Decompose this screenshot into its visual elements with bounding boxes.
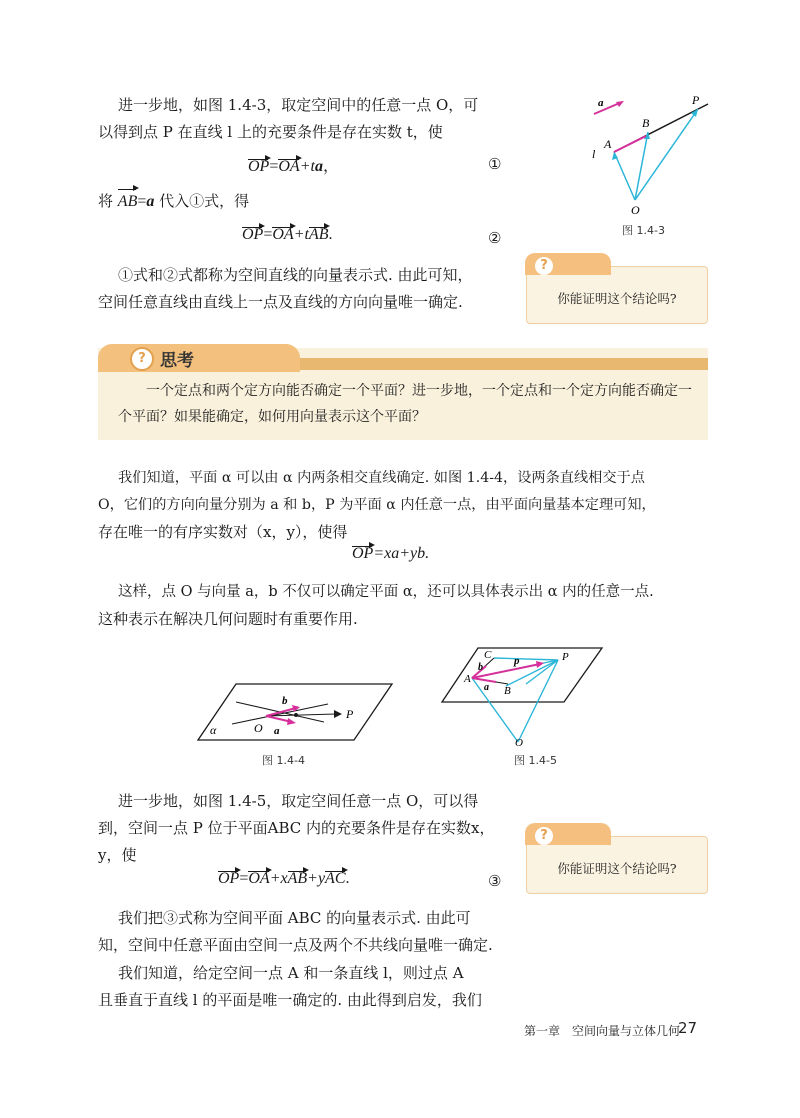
s2-line2: O，它们的方向向量分别为 a 和 b，P 为平面 α 内任意一点，由平面向量基本定理可知， (98, 497, 656, 513)
page-number: 27 (678, 1019, 698, 1037)
figure-1-4-5-caption: 图 1.4-5 (514, 754, 557, 767)
s2-line5: 这种表示在解决几何问题时有重要作用. (98, 610, 358, 628)
s2-line1: 我们知道，平面 α 可以由 α 内两条相交直线确定. 如图 1.4-4，设两条直线相交于点 (118, 470, 645, 486)
equation-plane: OP=xa+yb. (352, 545, 430, 562)
s3-line4: 我们把③式称为空间平面 ABC 的向量表示式. 由此可 (118, 909, 471, 927)
equation-3: OP=OA+xAB+yAC. (218, 870, 350, 887)
think-title: 思考 (160, 351, 194, 371)
label-alpha: α (210, 723, 217, 737)
label-O: O (515, 737, 523, 746)
label-P: P (692, 93, 700, 107)
para1-line2: 以得到点 P 在直线 l 上的充要条件是存在实数 t，使 (98, 123, 443, 141)
vec-AB: AB (118, 188, 138, 215)
question-icon: ? (535, 257, 553, 275)
plane-alpha (198, 684, 392, 740)
equation-1-number: ① (488, 155, 502, 173)
label-P: P (346, 707, 354, 721)
figure-1-4-4 (196, 678, 396, 746)
vec-OP (518, 660, 558, 742)
label-l: l (592, 147, 596, 161)
equation-2: OP=OA+tAB. (242, 226, 333, 243)
chapter-footer: 第一章 空间向量与立体几何 (524, 1024, 681, 1038)
label-A: A (604, 137, 612, 151)
substitute-line: 将 AB=a 代入①式，得 (98, 188, 249, 215)
label-O: O (631, 203, 640, 217)
label-P: P (562, 651, 569, 663)
note-box-1 (526, 258, 708, 324)
think-body: 一个定点和两个定方向能否确定一个平面？进一步地，一个定点和一个定方向能否确定一个平面？如果能确定，如何用向量表示这个平面？ (118, 383, 692, 425)
para1-line1: 进一步地，如图 1.4-3，取定空间中的任意一点 O，可 (118, 96, 479, 114)
vec-OP: OP (248, 158, 270, 175)
label-B: B (642, 116, 650, 130)
note-box-2 (526, 828, 708, 894)
vec-OA: OA (278, 158, 300, 175)
label-C: C (484, 649, 492, 661)
s3-line6: 我们知道，给定空间一点 A 和一条直线 l，则过点 A (118, 964, 464, 982)
vec-OA (472, 678, 518, 742)
label-a: a (484, 682, 489, 693)
question-icon: ? (535, 827, 553, 845)
figure-1-4-4-caption: 图 1.4-4 (262, 754, 305, 767)
think-box (98, 348, 708, 440)
note-2-text: 你能证明这个结论吗? (557, 861, 677, 876)
label-p: p (514, 655, 520, 667)
vector-AB (614, 136, 646, 152)
s3-line2: 到，空间一点 P 位于平面ABC 内的充要条件是存在实数x， (98, 819, 495, 837)
equation-3-number: ③ (488, 872, 502, 890)
s3-line5: 知，空间中任意平面由空间一点及两个不共线向量唯一确定. (98, 936, 493, 954)
s2-line4: 这样，点 O 与向量 a，b 不仅可以确定平面 α，还可以具体表示出 α 内的任意一点. (118, 584, 654, 600)
figure-1-4-5 (440, 646, 606, 746)
equation-2-number: ② (488, 229, 502, 247)
s3-line1: 进一步地，如图 1.4-5，取定空间任意一点 O，可以得 (118, 792, 479, 810)
figure-1-4-3-caption: 图 1.4-3 (622, 224, 665, 237)
label-O: O (254, 721, 263, 735)
label-a: a (274, 725, 280, 737)
equation-1: OP=OA+ta， (248, 158, 339, 175)
s3-line7: 且垂直于直线 l 的平面是唯一确定的. 由此得到启发，我们 (98, 991, 482, 1009)
label-b: b (282, 695, 288, 707)
label-a: a (598, 97, 604, 109)
s2-line3: 存在唯一的有序实数对（x，y），使得 (98, 523, 348, 541)
para2-line1: ①式和②式都称为空间直线的向量表示式. 由此可知， (118, 266, 473, 284)
para2-line2: 空间任意直线由直线上一点及直线的方向向量唯一确定. (98, 293, 463, 311)
label-A: A (464, 673, 471, 685)
figure-1-4-3 (580, 92, 720, 224)
question-circle-icon: ? (130, 347, 154, 371)
label-B: B (504, 685, 511, 697)
label-b: b (478, 662, 483, 673)
note-1-text: 你能证明这个结论吗? (557, 291, 677, 306)
s3-line3: y，使 (98, 846, 137, 864)
vec-OA (614, 152, 635, 200)
